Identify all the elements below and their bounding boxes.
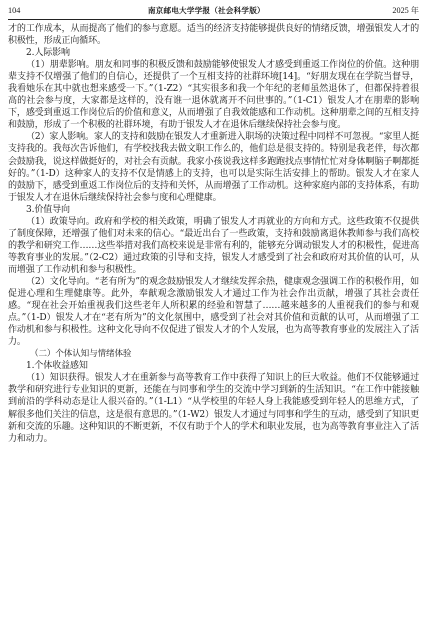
publication-year: 2025 年	[392, 6, 419, 15]
subsection-heading: 1.个体收益感知	[26, 361, 88, 372]
body-paragraph: （2）文化导向。“老有所为”的观念鼓励银发人才继续发挥余热，健康观念强调工作的积极作用，如促进心理和生理健康等。此外，奉献观念激励银发人才通过工作为社会作出贡献，增强了其社会责任感。“现在社会开始重视我们这些老年人所积累的经验和智慧了……越来越多的人重视我们的参与和观点。”（1-D）银发人才在“老有所为”的文化氛围中，感受到了社会对其价值和贡献的认可，从而增强了工作动机和参与积极性。这种文化导向不仅促进了银发人才的个人发展，也为高等教育事业的发展注入了活力。	[8, 276, 419, 348]
body-paragraph: （1）朋辈影响。朋友和同事的积极反馈和鼓励能够使银发人才感受到重返工作岗位的价值。这种朋辈支持不仅增强了他们的自信心，还提供了一个互相支持的社群环境[14]。“好朋友现在在学院当督导，我看她乐在其中就也想来感受一下。”（1-Z2）“其实很多和我一个年纪的老师虽然退休了，但都保持着很高的社会参与度，大家都是这样的，没有谁一退休就离开不问世事的。”（1-C1）银发人才在朋辈的影响下，感受到重返工作岗位后的价值和意义，从而增强了自我效能感和工作动机。这种朋辈之间的互相支持和鼓励，形成了一个积极的社群环境，有助于银发人才在退休后继续保持社会参与度。	[8, 60, 419, 131]
section-heading: 3.价值导向	[26, 204, 70, 215]
page-number: 104	[8, 6, 21, 15]
body-paragraph: （1）政策导向。政府和学校的相关政策，明确了银发人才再就业的方向和方式。这些政策不仅提供了制度保障，还增强了他们对未来的信心。“最近出台了一些政策，支持和鼓励离退休教师参与我们高校的教学和研究工作……这些举措对我们高校来说是非常有利的，能够充分调动银发人才的积极性，促进高等教育事业的发展。”（2-C2）通过政策的引导和支持，银发人才感受到了社会和政府对其价值的认可，从而增强了工作动机和参与积极性。	[8, 216, 419, 275]
section-heading: 2.人际影响	[26, 48, 70, 59]
page	[8, 0, 419, 445]
body-paragraph: 才的工作成本，从而提高了他们的参与意愿。适当的经济支持能够提供良好的情绪反馈，增强银发人才的积极性，形成正向循环。	[8, 24, 419, 47]
article-body	[8, 23, 419, 445]
body-paragraph: （1）知识获得。银发人才在重新参与高等教育工作中获得了知识上的巨大收益。他们不仅能够通过教学和研究进行专业知识的更新，还能在与同事和学生的交流中学习到新的生活知识。“在工作中能接触到前沿的学科动态是让人很兴奋的。”（1-L1）“从学校里的年轻人身上我能感受到年轻人的思维方式，了解很多他们关注的信息，这是很有意思的。”（1-W2）银发人才通过与同事和学生的互动，感受到了知识更新和交流的乐趣。这种知识的不断更新，不仅有助于个人的学术和职业发展，也为高等教育事业注入了活力和动力。	[8, 373, 419, 444]
body-paragraph: （2）家人影响。家人的支持和鼓励在银发人才重新进入职场的决策过程中同样不可忽视。“家里人挺支持我的。我每次告诉他们，有学校找我去做文职工作么的，他们总是很支持的。特别是我老伴，每次都会鼓励我，说这样做挺好的，对社会有贡献。我家小孩说我这样多跑跑找点事情忙忙对身体啊脑子啊都挺好的。”（1-D）这种家人的支持不仅是情感上的支持，也可以是实际生活安排上的帮助。银发人才在家人的鼓励下，感受到重返工作岗位后的支持和关怀，从而增强了工作动机。这种家庭内部的支持体系，有助于银发人才在退休后继续保持社会参与度和心理健康。	[8, 132, 419, 203]
running-header	[8, 0, 419, 20]
journal-title: 南京邮电大学学报（社会科学版）	[147, 6, 265, 15]
section-heading: （二）个体认知与情绪体验	[30, 349, 132, 360]
